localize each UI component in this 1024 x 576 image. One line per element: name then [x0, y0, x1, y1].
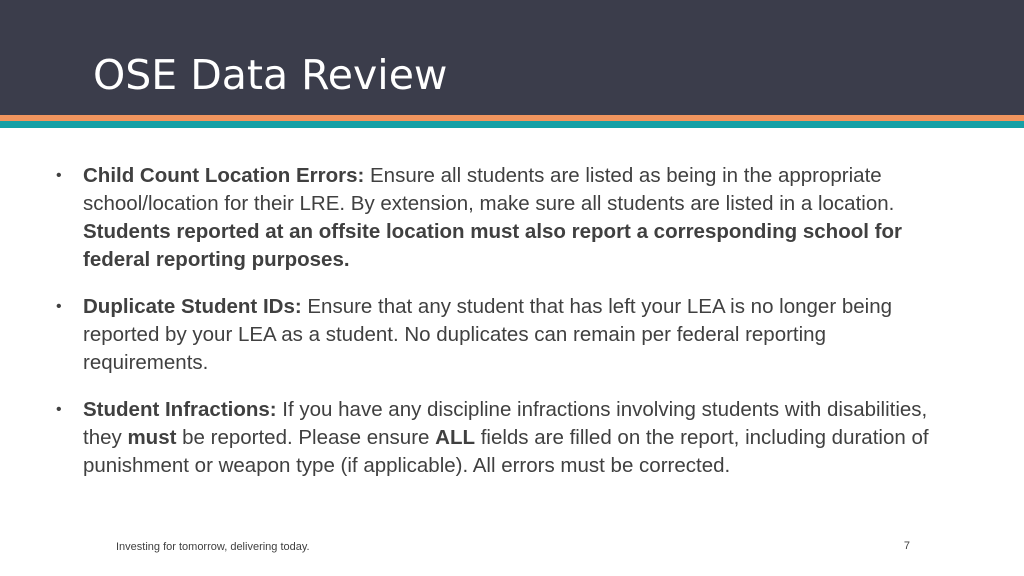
- bullet-duplicate-student-ids: [56, 293, 936, 377]
- bullet-label: Duplicate Student IDs:: [83, 295, 302, 318]
- bullet-student-infractions: [56, 396, 936, 480]
- bullet-marker-icon: •: [56, 401, 62, 418]
- slide-title: OSE Data Review: [93, 51, 448, 99]
- bullet-marker-icon: •: [56, 167, 62, 184]
- bullet-text: fields are filled on the report, including duration of punishment or weapon type (if applicable). All errors must be corrected.: [83, 426, 929, 477]
- bullet-marker-icon: •: [56, 298, 62, 315]
- bullet-label: Child Count Location Errors:: [83, 164, 365, 187]
- bullet-emphasis: must: [127, 426, 177, 449]
- bullet-child-count-location-errors: [56, 162, 936, 274]
- footer-tagline: Investing for tomorrow, delivering today.: [116, 541, 310, 553]
- bullet-text: Ensure all students are listed as being in the appropriate school/location for their LRE. By extension, make sure all students are listed in a location.: [83, 164, 895, 215]
- teal-stripe: [0, 121, 1024, 128]
- page-number: 7: [903, 540, 910, 552]
- bullet-label: Student Infractions:: [83, 398, 277, 421]
- bullet-emphasis: Students reported at an offsite location must also report a corresponding school for federal reporting purposes.: [83, 220, 902, 271]
- bullet-text: be reported. Please ensure: [176, 426, 436, 449]
- title-bar: [0, 0, 1024, 115]
- bullet-text: If you have any discipline infractions involving students with disabilities, they: [83, 398, 928, 449]
- bullet-text: Ensure that any student that has left your LEA is no longer being reported by your LEA as a student. No duplicates can remain per federal reporting requirements.: [83, 295, 893, 374]
- bullet-list: [56, 162, 936, 499]
- bullet-emphasis: ALL: [435, 426, 475, 449]
